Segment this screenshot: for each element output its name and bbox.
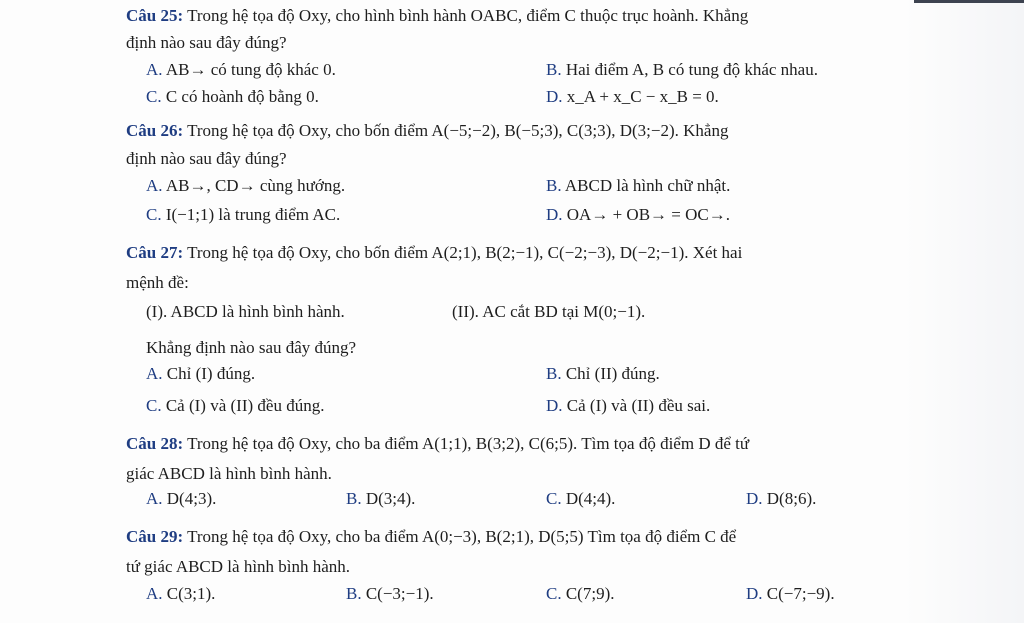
option-text: C(3;1). [166,584,216,603]
top-edge-bar [914,0,1024,3]
option-label: A. [146,364,163,383]
question-26-line-1 [126,121,728,141]
page-edge-shade [904,0,1024,623]
question-26-option-d[interactable] [546,205,730,225]
option-label: C. [546,584,562,603]
question-29-number: Câu 29: [126,527,184,546]
option-text: I(−1;1) là trung điểm AC. [165,205,341,224]
question-27-number: Câu 27: [126,243,184,262]
question-26-option-a[interactable] [146,176,345,196]
option-text: AB→, CD→ cùng hướng. [165,176,346,195]
option-label: A. [146,489,163,508]
option-text: Chỉ (I) đúng. [166,364,256,383]
option-label: D. [546,396,563,415]
question-28-number: Câu 28: [126,434,184,453]
question-27-line-2: mệnh đề: [126,273,189,292]
option-label: C. [546,489,562,508]
option-label: C. [146,87,162,106]
question-28-option-c[interactable] [546,489,615,509]
option-text: AB→ có tung độ khác 0. [165,60,336,79]
option-label: C. [146,205,162,224]
option-text: D(8;6). [766,489,817,508]
option-label: B. [546,60,562,79]
option-text: x_A + x_C − x_B = 0. [566,87,719,106]
option-label: D. [746,489,763,508]
question-29-line-2: tứ giác ABCD là hình bình hành. [126,557,351,576]
option-text: C(7;9). [565,584,615,603]
question-28-line-2: giác ABCD là hình bình hành. [126,464,332,483]
question-25-option-a[interactable] [146,60,336,80]
question-27-option-c[interactable] [146,396,324,416]
question-27-statement-1: (I). ABCD là hình bình hành. [146,302,345,321]
option-text: ABCD là hình chữ nhật. [564,176,731,195]
question-27-line-1 [126,243,742,263]
option-label: C. [146,396,162,415]
question-27-option-a[interactable] [146,364,255,384]
option-label: D. [546,87,563,106]
question-26-line-2: định nào sau đây đúng? [126,149,287,168]
question-25-text-1: Trong hệ tọa độ Oxy, cho hình bình hành OABC, điểm C thuộc trục hoành. Khẳng [187,6,749,25]
option-label: B. [346,584,362,603]
option-text: C có hoành độ bằng 0. [165,87,319,106]
option-text: Hai điểm A, B có tung độ khác nhau. [565,60,818,79]
option-label: B. [546,176,562,195]
option-text: C(−7;−9). [766,584,835,603]
question-27-option-d[interactable] [546,396,710,416]
option-label: A. [146,60,163,79]
question-27-option-b[interactable] [546,364,660,384]
question-28-option-b[interactable] [346,489,415,509]
option-text: Cả (I) và (II) đều sai. [566,396,711,415]
question-26-text-1: Trong hệ tọa độ Oxy, cho bốn điểm A(−5;−2), B(−5;3), C(3;3), D(3;−2). Khẳng [187,121,729,140]
option-label: B. [546,364,562,383]
option-text: C(−3;−1). [365,584,434,603]
option-label: A. [146,584,163,603]
question-29-option-a[interactable] [146,584,215,604]
question-29-option-b[interactable] [346,584,434,604]
question-25-option-d[interactable] [546,87,719,107]
question-29-option-d[interactable] [746,584,835,604]
option-text: OA→ + OB→ = OC→. [566,205,730,224]
option-label: B. [346,489,362,508]
question-28-option-a[interactable] [146,489,216,509]
question-28-line-1 [126,434,749,454]
option-label: D. [546,205,563,224]
question-29-option-c[interactable] [546,584,614,604]
question-27-prompt: Khẳng định nào sau đây đúng? [146,338,357,357]
option-text: D(3;4). [365,489,416,508]
question-25-option-b[interactable] [546,60,818,80]
question-25-option-c[interactable] [146,87,319,107]
question-27-statement-2: (II). AC cắt BD tại M(0;−1). [452,302,646,321]
question-28-option-d[interactable] [746,489,816,509]
question-25-line-1 [126,6,748,26]
option-label: D. [746,584,763,603]
option-text: D(4;4). [565,489,616,508]
question-25-line-2: định nào sau đây đúng? [126,33,287,52]
question-29-line-1 [126,527,736,547]
question-25-number: Câu 25: [126,6,184,25]
option-text: D(4;3). [166,489,217,508]
question-29-text-1: Trong hệ tọa độ Oxy, cho ba điểm A(0;−3), B(2;1), D(5;5) Tìm tọa độ điểm C để [187,527,737,546]
question-27-text-1: Trong hệ tọa độ Oxy, cho bốn điểm A(2;1), B(2;−1), C(−2;−3), D(−2;−1). Xét hai [187,243,743,262]
question-26-option-b[interactable] [546,176,730,196]
question-26-option-c[interactable] [146,205,340,225]
option-text: Cả (I) và (II) đều đúng. [165,396,325,415]
option-text: Chỉ (II) đúng. [565,364,660,383]
option-label: A. [146,176,163,195]
question-28-text-1: Trong hệ tọa độ Oxy, cho ba điểm A(1;1), B(3;2), C(6;5). Tìm tọa độ điểm D để tứ [187,434,750,453]
question-26-number: Câu 26: [126,121,184,140]
